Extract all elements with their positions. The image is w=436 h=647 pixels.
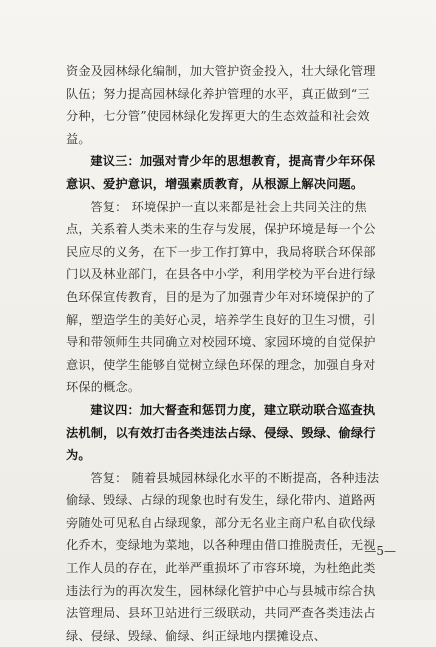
answer-four-text: 随着县城园林绿化水平的不断提高，各种违法偷绿、毁绿、占绿的现象也时有发生，绿化带内、道路两旁随处可见私自占绿现象，部分无名业主商户私自砍伐绿化乔木，变绿地为菜地，以各种理由借口推脱责任，无视工作人员的存在，此举严重损坏了市容环境，为杜绝此类违法行为的再次发生，园林绿化管护中心与县城市综合执法管理局、县环卫站进行三级联动，共同严查各类违法占绿、侵绿、毁绿、偷绿、纠正绿地内摆摊设点、 (66, 470, 380, 643)
suggestion-three-heading: 建议三：加强对青少年的思想教育，提高青少年环保意识、爱护意识，增强素质教育，从根源上解决问题。 (66, 154, 376, 191)
answer-three-text: 环境保护一直以来都是社会上共同关注的焦点，关系着人类未来的生存与发展，保护环境是每一个公民应尽的义务，在下一步工作打算中，我局将联合环保部门以及林业部门，在县各中小学，利用学校为平台进行绿色环保宣传教育，目的是为了加强青少年对环境保护的了解，塑造学生的美好心灵，培养学生良好的卫生习惯，引导和带领师生共同确立对校园环境、家园环境的自觉保护意识，使学生能够自觉树立绿色环保的理念，加强自身对环保的概念。 (66, 199, 376, 395)
suggestion-four-heading: 建议四：加大督查和惩罚力度，建立联动联合巡查执法机制，以有效打击各类违法占绿、侵绿、毁绿、偷绿行为。 (66, 402, 376, 463)
page-number: —5— (364, 544, 396, 558)
document-body (66, 60, 380, 647)
paragraph-continuation: 资金及园林绿化编制，加大管护资金投入，壮大绿化管理队伍；努力提高园林绿化养护管理的水平，真正做到“三分种，七分管”使园林绿化发挥更大的生态效益和社会效益。 (66, 64, 376, 146)
answer-label: 答复： (90, 199, 128, 214)
answer-label: 答复： (90, 470, 128, 485)
answer-four (66, 467, 380, 647)
answer-three (66, 196, 380, 399)
